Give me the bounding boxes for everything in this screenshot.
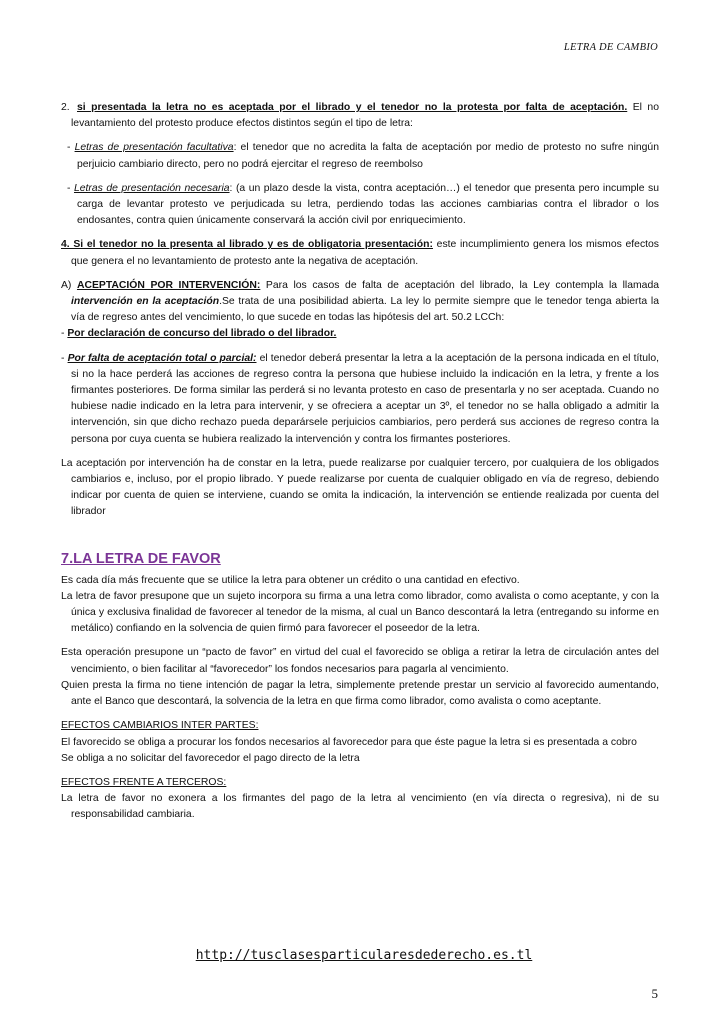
section-title: 7.LA LETRA DE FAVOR	[61, 550, 221, 567]
paragraph-text: el tenedor deberá presentar la letra a la aceptación de la persona indicada en el título, si no la hace perderá las acciones de regreso contra la persona que hubiese incluido la indicación en la letra, y frente a los firmantes posteriores. De forma similar las perderá si no levanta protesto en caso de presentarla y no ser aceptada. Cuando no hubiese nadie indicado en la letra para intervenir, y se ofreciera a aceptar un 3º, el tenedor no se halla obligado a admitir la intervención, sin que dicho rechazo pueda deparársele perjuicios cambiarios, pero perderá sus acciones de regreso contra la persona por cuya cuenta se hubiera realizado la intervención y contra los firmantes posteriores.	[71, 352, 659, 445]
paragraph-presentacion-facultativa	[61, 140, 659, 172]
paragraph-presentacion-necesaria	[61, 181, 659, 230]
bold-lead: Por declaración de concurso del librado o del librador.	[67, 328, 337, 340]
term: Letras de presentación necesaria	[73, 182, 230, 194]
paragraph-text: este incumplimiento genera los mismos efectos que genera el no levantamiento de protesto ante la negativa de aceptación.	[71, 239, 660, 267]
bold-lead: ACEPTACIÓN POR INTERVENCIÓN:	[76, 279, 261, 291]
paragraph-constar-letra: La aceptación por intervención ha de constar en la letra, puede realizarse por cualquier tercero, por cualquiera de los obligados cambiarios e, incluso, por el propio librado. Y puede realizarse por cuenta de cualquier obligado en vía de regreso, debiendo indicar por cuenta de quien se interviene, cuando se omita la indicación, la intervención se entiende realizada por cuenta del librador	[61, 457, 659, 518]
list-letter: A)	[61, 279, 77, 291]
document-body	[61, 100, 659, 824]
bold-lead: 4. Si el tenedor no la presenta al librado y es de obligatoria presentación:	[61, 239, 433, 251]
paragraph-presupone: La letra de favor presupone que un sujeto incorpora su firma a una letra como librador, como avalista o como aceptante, y con la única y exclusiva finalidad de favorecer al tenedor de la misma, al cual un Banco descontará la letra (entregando su informe en metálico) confiando en la solvencia de quien firmó para favorecer el poseedor de la letra.	[61, 590, 659, 635]
paragraph-text: : (a un plazo desde la vista, contra aceptación…) el tenedor que presenta pero incumple su carga de levantar protesto ve perjudicada su letra, perdiendo todas las acciones cambiarias contra el librador o los endosantes, contra quien únicamente conservará la acción civil por enriquecimiento.	[77, 182, 659, 227]
dash: -	[61, 328, 68, 340]
paragraph-no-exonera: La letra de favor no exonera a los firmantes del pago de la letra al vencimiento (en vía directa o regresiva), ni de su responsabilidad cambiaria.	[61, 793, 659, 821]
dash: -	[61, 352, 68, 364]
heading-inter-partes: EFECTOS CAMBIARIOS INTER PARTES:	[61, 720, 259, 732]
footer-link[interactable]: http://tusclasesparticularesdederecho.es.tl	[195, 948, 533, 963]
paragraph-falta-aceptacion	[61, 351, 659, 448]
paragraph-declaracion-concurso	[61, 326, 659, 342]
term: Letras de presentación facultativa	[74, 142, 234, 154]
running-header: LETRA DE CAMBIO	[563, 42, 658, 53]
paragraph-presta-firma: Quien presta la firma no tiene intención de pagar la letra, simplemente pretende prestar un servicio al favorecido aumentando, ante el Banco que descontará, la solvencia de la letra en que firma como librador, como avalista o como aceptante.	[61, 679, 659, 708]
paragraph-no-aceptada	[61, 100, 659, 132]
paragraph-text: : el tenedor que no acredita la falta de aceptación por medio de protesto no sufre ningún perjuicio cambiario directo, pero no podrá ejercitar el regreso de reembolso	[77, 142, 659, 170]
heading-terceros: EFECTOS FRENTE A TERCEROS:	[61, 776, 227, 788]
paragraph-frecuente: Es cada día más frecuente que se utilice la letra para obtener un crédito o una cantidad en efectivo.	[61, 574, 520, 586]
paragraph-aceptacion-intervencion	[61, 278, 659, 327]
paragraph-no-solicitar: Se obliga a no solicitar del favorecedor el pago directo de la letra	[61, 752, 360, 764]
term: Por falta de aceptación total o parcial:	[67, 352, 257, 364]
dash: -	[67, 142, 75, 154]
paragraph-pacto-favor: Esta operación presupone un “pacto de favor” en virtud del cual el favorecido se obliga a retirar la letra de circulación antes del vencimiento, o bien facilitar al “favorecedor” los fondos necesarios para pagarla al vencimiento.	[61, 647, 659, 675]
paragraph-text: El no levantamiento del protesto produce efectos distintos según el tipo de letra:	[71, 102, 659, 130]
dash: -	[67, 182, 74, 194]
list-number: 2.	[61, 102, 70, 113]
bold-lead: si presentada la letra no es aceptada por el librado y el tenedor no la protesta por falta de aceptación.	[77, 102, 628, 113]
paragraph-obligatoria-presentacion	[61, 237, 659, 269]
term: intervención en la aceptación	[71, 296, 220, 308]
paragraph-text: Para los casos de falta de aceptación del librado, la Ley contempla la llamada	[260, 279, 660, 291]
page-number: 5	[651, 986, 658, 1001]
paragraph-text: .Se trata de una posibilidad abierta. La ley lo permite siempre que le tenedor tenga abierta la vía de regreso antes del vencimiento, lo que sucede en todas las hipótesis del art. 50.2 LCCh:	[71, 296, 659, 324]
footer-url[interactable]	[0, 948, 728, 963]
paragraph-procurar-fondos: El favorecido se obliga a procurar los fondos necesarios al favorecedor para que éste pague la letra si es presentada a cobro	[61, 736, 637, 748]
